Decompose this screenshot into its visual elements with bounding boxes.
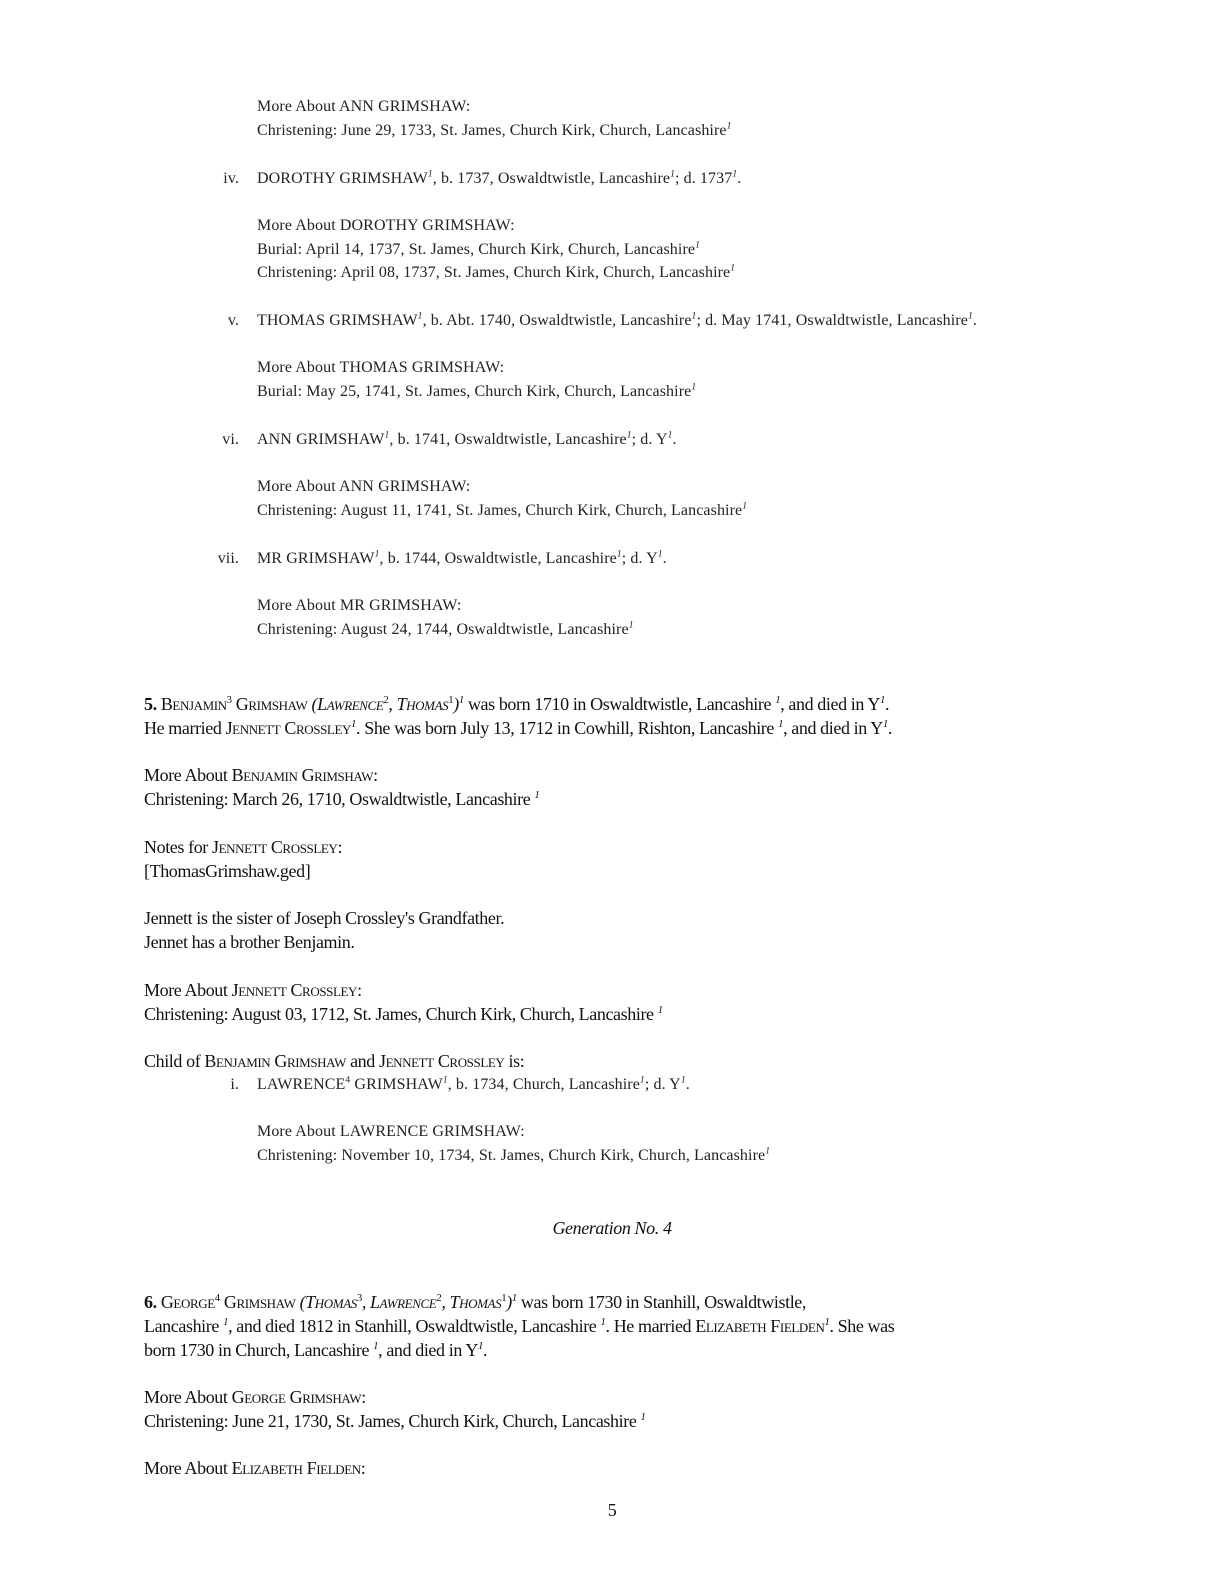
text-segment: :	[465, 98, 471, 115]
citation-superscript: 1	[667, 429, 673, 441]
text-line	[144, 1458, 365, 1479]
text-line	[257, 621, 634, 639]
text-segment: DOROTHY GRIMSHAW	[339, 217, 511, 234]
text-segment: [ThomasGrimshaw.ged]	[144, 861, 311, 881]
child-roman-numeral: vi.	[222, 431, 239, 448]
text-segment: ,	[441, 1292, 450, 1312]
text-segment: DOROTHY GRIMSHAW	[257, 170, 428, 187]
citation-superscript: 1	[374, 548, 380, 560]
text-segment: , and died in Y	[783, 718, 883, 738]
citation-superscript: 2	[436, 1292, 442, 1304]
citation-superscript: 1	[373, 1340, 379, 1352]
text-segment: THOMAS GRIMSHAW	[339, 359, 500, 376]
text-segment: Christening: June 29, 1733, St. James, Church Kirk, Church, Lancashire	[257, 122, 727, 139]
person-name: Elizabeth Fielden	[231, 1458, 361, 1478]
text-segment: Christening: April 08, 1737, St. James, Church Kirk, Church, Lancashire	[257, 264, 731, 281]
text-segment: Child of	[144, 1051, 205, 1071]
text-line	[144, 1004, 663, 1025]
citation-superscript: 1	[880, 694, 885, 706]
text-segment: and	[345, 1051, 379, 1071]
child-entry-line	[222, 429, 677, 449]
citation-superscript: 1	[448, 694, 454, 706]
text-segment: Generation No. 4	[552, 1218, 672, 1238]
text-segment: More About	[144, 1458, 232, 1478]
citation-superscript: 1	[732, 168, 738, 180]
text-line	[257, 98, 470, 116]
citation-superscript: 1	[691, 310, 697, 322]
text-segment: (	[299, 1292, 306, 1312]
text-line	[257, 478, 470, 496]
text-segment: LAWRENCE	[257, 1076, 346, 1093]
text-segment: Burial: May 25, 1741, St. James, Church Kirk, Church, Lancashire	[257, 383, 692, 400]
text-segment: More About	[257, 359, 340, 376]
text-segment: .	[662, 550, 667, 567]
text-segment: Christening: August 03, 1712, St. James, Church Kirk, Church, Lancashire	[144, 1004, 658, 1024]
text-segment: :	[357, 980, 362, 1000]
text-segment: THOMAS GRIMSHAW	[257, 312, 418, 329]
person-name: Thomas	[449, 1292, 502, 1312]
text-segment: born 1730 in Church, Lancashire	[144, 1340, 374, 1360]
text-segment: 5.	[144, 694, 157, 714]
text-segment: Burial: April 14, 1737, St. James, Church Kirk, Church, Lancashire	[257, 241, 696, 258]
text-segment: Jennett is the sister of Joseph Crossley's Grandfather.	[144, 908, 505, 928]
person-name: Lawrence	[370, 1292, 437, 1312]
citation-superscript: 1	[616, 548, 622, 560]
person-name: Grimshaw	[235, 694, 308, 714]
text-segment: , b. 1744, Oswaldtwistle, Lancashire	[379, 550, 617, 567]
text-line	[144, 837, 342, 858]
text-segment: ANN GRIMSHAW	[339, 98, 466, 115]
citation-superscript: 1	[534, 789, 540, 801]
text-segment: , and died 1812 in Stanhill, Oswaldtwistle, Lancashire	[228, 1316, 601, 1336]
citation-superscript: 1	[384, 429, 390, 441]
text-segment: .	[482, 1340, 488, 1360]
citation-superscript: 1	[477, 1340, 483, 1352]
text-segment: is:	[504, 1051, 525, 1071]
text-segment: ANN GRIMSHAW	[257, 431, 385, 448]
person-name: Jennett Crossley	[225, 718, 352, 738]
child-roman-numeral: v.	[227, 312, 239, 329]
child-roman-numeral: i.	[230, 1076, 239, 1093]
text-segment: was born 1710 in Oswaldtwistle, Lancashire	[463, 694, 776, 714]
text-line	[257, 502, 747, 520]
text-line	[257, 597, 461, 615]
text-segment: ,	[361, 1292, 371, 1312]
text-segment: More About	[257, 597, 340, 614]
text-segment: More About	[144, 1387, 232, 1407]
text-segment: , and died in Y	[378, 1340, 478, 1360]
text-line	[144, 1316, 894, 1337]
text-line	[257, 241, 700, 259]
text-segment: Christening: June 21, 1730, St. James, Church Kirk, Church, Lancashire	[144, 1411, 641, 1431]
text-segment: Christening: August 11, 1741, St. James, Church Kirk, Church, Lancashire	[257, 502, 743, 519]
text-line	[144, 789, 539, 810]
text-segment: Christening: March 26, 1710, Oswaldtwistle, Lancashire	[144, 789, 535, 809]
citation-superscript: 1	[726, 120, 732, 132]
citation-superscript: 1	[778, 718, 784, 730]
person-name: Jennett Crossley	[378, 1051, 505, 1071]
text-line	[144, 1292, 806, 1313]
person-name: Jennett Crossley	[211, 837, 338, 857]
citation-superscript: 1	[775, 694, 781, 706]
text-line	[257, 122, 732, 140]
citation-superscript: 1	[351, 718, 357, 730]
text-line	[144, 980, 362, 1001]
text-line	[144, 1411, 646, 1432]
text-segment: , b. 1737, Oswaldtwistle, Lancashire	[432, 170, 671, 187]
citation-superscript: 1	[882, 718, 888, 730]
text-segment: :	[520, 1123, 525, 1140]
text-line	[144, 861, 310, 882]
citation-superscript: 1	[223, 1316, 229, 1328]
text-segment: ; d. Y	[644, 1076, 681, 1093]
citation-superscript: 1	[765, 1145, 771, 1157]
text-segment: :	[465, 478, 471, 495]
text-segment: More About	[144, 980, 232, 1000]
text-line	[144, 908, 504, 929]
text-segment: More About	[257, 1123, 340, 1140]
citation-superscript: 1	[600, 1316, 606, 1328]
text-segment: Christening: August 24, 1744, Oswaldtwistle, Lancashire	[257, 621, 629, 638]
text-segment: ; d. Y	[621, 550, 658, 567]
text-segment: GRIMSHAW	[350, 1076, 443, 1093]
text-line	[0, 1218, 1224, 1239]
text-segment: More About	[257, 98, 339, 115]
person-name: Thomas	[396, 694, 449, 714]
text-segment: He married	[144, 718, 226, 738]
text-segment: ,	[388, 694, 397, 714]
text-segment: .	[685, 1076, 690, 1093]
text-segment: More About	[144, 765, 232, 785]
text-segment: (	[311, 694, 318, 714]
person-name: Elizabeth Fielden	[695, 1316, 825, 1336]
text-segment: :	[337, 837, 343, 857]
text-segment: More About	[257, 217, 340, 234]
citation-superscript: 1	[640, 1411, 646, 1423]
person-name: Jennett Crossley	[231, 980, 358, 1000]
child-roman-numeral: iv.	[223, 170, 239, 187]
text-line	[257, 359, 504, 377]
text-line	[257, 1147, 770, 1165]
text-line	[144, 1051, 524, 1072]
text-segment: Notes for	[144, 837, 212, 857]
text-segment: :	[499, 359, 505, 376]
citation-superscript: 1	[670, 168, 675, 180]
text-segment: ; d. May 1741, Oswaldtwistle, Lancashire	[696, 312, 968, 329]
citation-superscript: 4	[345, 1074, 351, 1086]
text-segment: MR GRIMSHAW	[257, 550, 375, 567]
person-name: Benjamin Grimshaw	[231, 765, 374, 785]
citation-superscript: 1	[824, 1316, 830, 1328]
text-segment: Christening: November 10, 1734, St. James, Church Kirk, Church, Lancashire	[257, 1147, 766, 1164]
text-segment: :	[510, 217, 515, 234]
text-segment: .	[887, 718, 893, 738]
child-entry-line	[230, 1074, 690, 1094]
citation-superscript: 1	[458, 694, 464, 706]
citation-superscript: 3	[226, 694, 232, 706]
text-segment: was born 1730 in Stanhill, Oswaldtwistle,	[516, 1292, 806, 1312]
text-segment: . He married	[605, 1316, 696, 1336]
page-number: 5	[607, 1500, 617, 1520]
citation-superscript: 1	[967, 310, 973, 322]
citation-superscript: 1	[657, 548, 663, 560]
person-name: Thomas	[305, 1292, 357, 1312]
citation-superscript: 1	[511, 1292, 517, 1304]
child-entry-line	[227, 310, 977, 330]
citation-superscript: 1	[427, 168, 433, 180]
text-segment: , and died in Y	[780, 694, 880, 714]
citation-superscript: 1	[628, 619, 634, 631]
citation-superscript: 1	[501, 1292, 507, 1304]
text-segment: )	[506, 1292, 512, 1312]
text-line	[257, 1123, 525, 1141]
text-segment: , b. Abt. 1740, Oswaldtwistle, Lancashire	[422, 312, 692, 329]
text-segment: , b. 1734, Church, Lancashire	[447, 1076, 640, 1093]
text-segment: ANN GRIMSHAW	[339, 478, 466, 495]
text-line	[257, 264, 735, 282]
text-segment: :	[373, 765, 378, 785]
citation-superscript: 2	[383, 694, 389, 706]
person-name: Benjamin	[160, 694, 227, 714]
child-entry-line	[217, 548, 667, 568]
text-segment: .	[885, 694, 890, 714]
text-line	[144, 1340, 487, 1361]
text-segment: , b. 1741, Oswaldtwistle, Lancashire	[389, 431, 627, 448]
citation-superscript: 4	[214, 1292, 220, 1304]
text-segment: . She was born July 13, 1712 in Cowhill, Rishton, Lancashire	[356, 718, 779, 738]
text-segment: 6.	[144, 1292, 157, 1312]
text-segment: .	[737, 170, 742, 187]
text-segment: Jennet has a brother Benjamin.	[144, 932, 355, 952]
person-name: Lawrence	[317, 694, 384, 714]
text-segment: ; d. Y	[631, 431, 668, 448]
citation-superscript: 1	[626, 429, 632, 441]
text-line	[144, 1387, 366, 1408]
citation-superscript: 1	[442, 1074, 448, 1086]
citation-superscript: 3	[356, 1292, 362, 1304]
text-segment: :	[360, 1458, 366, 1478]
text-segment: . She was	[829, 1316, 895, 1336]
text-segment: More About	[257, 478, 339, 495]
text-line	[257, 217, 515, 235]
text-segment: Lancashire	[144, 1316, 224, 1336]
text-line	[144, 765, 378, 786]
text-line	[144, 694, 889, 715]
citation-superscript: 1	[657, 1004, 663, 1016]
text-segment: MR GRIMSHAW	[339, 597, 457, 614]
text-line	[257, 383, 696, 401]
text-line	[144, 718, 892, 739]
child-entry-line	[223, 168, 742, 188]
citation-superscript: 1	[695, 239, 700, 251]
citation-superscript: 1	[730, 262, 736, 274]
text-segment: LAWRENCE GRIMSHAW	[339, 1123, 521, 1140]
citation-superscript: 1	[742, 500, 748, 512]
citation-superscript: 1	[680, 1074, 686, 1086]
citation-superscript: 1	[417, 310, 423, 322]
person-name: George	[160, 1292, 215, 1312]
person-name: Grimshaw	[223, 1292, 296, 1312]
child-roman-numeral: vii.	[217, 550, 239, 567]
text-segment: .	[672, 431, 677, 448]
citation-superscript: 1	[691, 381, 697, 393]
text-segment: :	[361, 1387, 366, 1407]
text-segment: )	[453, 694, 459, 714]
person-name: George Grimshaw	[231, 1387, 362, 1407]
text-segment: ; d. 1737	[674, 170, 733, 187]
text-segment: :	[456, 597, 462, 614]
text-line	[144, 932, 354, 953]
citation-superscript: 1	[639, 1074, 645, 1086]
person-name: Benjamin Grimshaw	[204, 1051, 346, 1071]
text-segment: .	[972, 312, 977, 329]
